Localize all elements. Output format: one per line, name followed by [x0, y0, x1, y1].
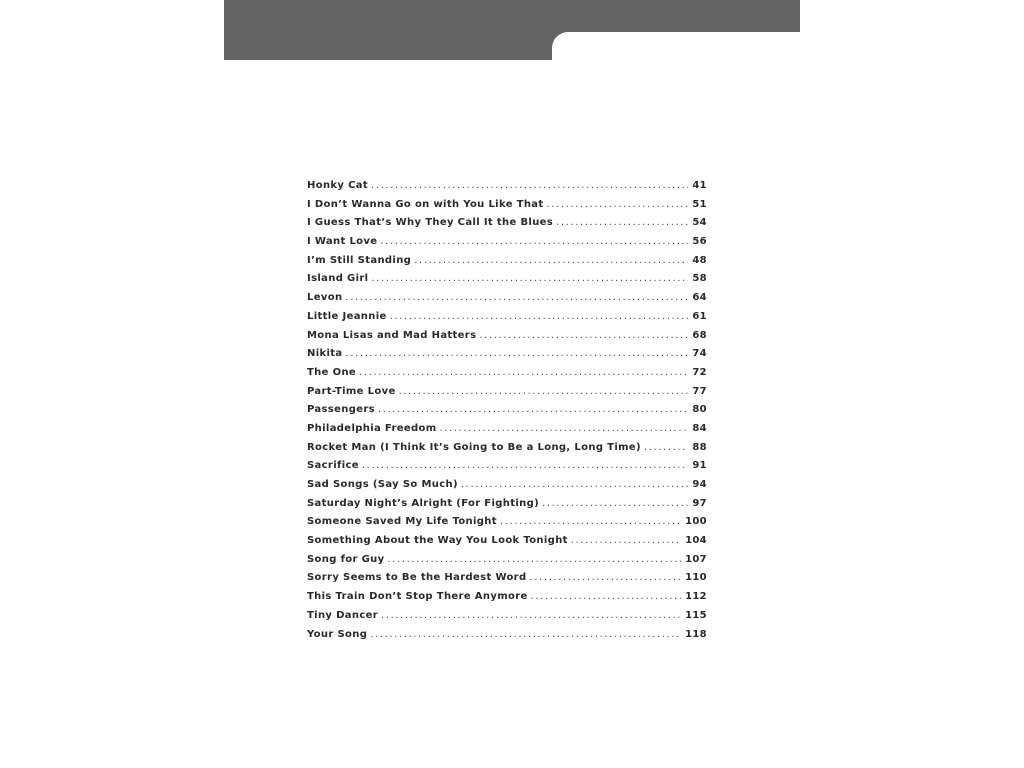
toc-entry-title: Mona Lisas and Mad Hatters: [307, 329, 477, 341]
toc-entry: [307, 423, 707, 442]
toc-entry-page: 54: [692, 217, 707, 229]
dot-leader: [388, 554, 682, 565]
toc-entry-title: Levon: [307, 292, 343, 304]
toc-entry: [307, 479, 707, 498]
toc-entry-page: 80: [692, 404, 707, 416]
toc-entry-page: 104: [685, 535, 707, 547]
document-page: [224, 0, 800, 768]
toc-entry-title: This Train Don’t Stop There Anymore: [307, 591, 528, 603]
toc-entry-title: Sorry Seems to Be the Hardest Word: [307, 572, 527, 584]
dot-leader: [500, 516, 681, 527]
toc-entry-title: Honky Cat: [307, 180, 369, 191]
toc-entry-title: Sacrifice: [307, 460, 359, 472]
toc-entry-title: Someone Saved My Life Tonight: [307, 516, 497, 528]
toc-entry-page: 118: [685, 628, 707, 640]
toc-entry-page: 94: [692, 479, 707, 490]
toc-entry: [307, 404, 707, 423]
toc-entry: [307, 348, 707, 367]
toc-entry: [307, 199, 707, 218]
toc-entry-page: 107: [685, 553, 707, 565]
dot-leader: [399, 386, 689, 397]
header-tab-notch: [552, 32, 800, 60]
toc-entry-page: 51: [692, 198, 707, 210]
dot-leader: [542, 498, 688, 509]
dot-leader: [380, 236, 688, 247]
toc-entry: [307, 255, 707, 274]
toc-entry-title: Song for Guy: [307, 553, 385, 565]
dot-leader: [371, 273, 688, 284]
toc-entry-title: Sad Songs (Say So Much): [307, 479, 458, 490]
toc-entry: [307, 217, 707, 236]
toc-entry: [307, 498, 707, 517]
toc-entry: [307, 460, 707, 479]
dot-leader: [479, 330, 688, 341]
toc-entry-page: 68: [692, 329, 707, 341]
dot-leader: [359, 367, 688, 378]
toc-entry-title: I Want Love: [307, 236, 378, 248]
dot-leader: [531, 591, 681, 602]
dot-leader: [346, 348, 689, 359]
toc-entry-page: 97: [692, 497, 707, 509]
toc-entry-page: 110: [685, 572, 707, 584]
toc-entry-title: Tiny Dancer: [307, 609, 379, 621]
toc-entry-title: I Don’t Wanna Go on with You Like That: [307, 198, 544, 210]
toc-entry: [307, 572, 707, 591]
toc-entry-page: 100: [685, 516, 707, 528]
dot-leader: [362, 460, 688, 471]
toc-entry-page: 64: [692, 292, 707, 304]
dot-leader: [378, 404, 688, 415]
toc-entry-page: 72: [692, 366, 707, 378]
dot-leader: [440, 423, 689, 434]
toc-entry: [307, 236, 707, 255]
toc-entry-page: 58: [692, 273, 707, 285]
dot-leader: [571, 535, 681, 546]
dot-leader: [461, 479, 688, 490]
toc-entry-page: 77: [692, 385, 707, 397]
toc-entry: [307, 516, 707, 535]
toc-entry-title: Philadelphia Freedom: [307, 422, 437, 434]
toc-entry: [307, 367, 707, 386]
dot-leader: [529, 572, 681, 583]
toc-entry-page: 84: [692, 422, 707, 434]
dot-leader: [547, 199, 689, 210]
toc-entry: [307, 610, 707, 629]
dot-leader: [381, 610, 681, 621]
toc-entry: [307, 311, 707, 330]
toc-entry: [307, 180, 707, 199]
toc-entry-title: Passengers: [307, 404, 375, 416]
toc-entry: [307, 554, 707, 573]
toc-entry: [307, 330, 707, 349]
dot-leader: [390, 311, 689, 322]
toc-entry-title: Nikita: [307, 348, 343, 360]
toc-entry-title: Little Jeannie: [307, 310, 387, 322]
toc-entry-page: 56: [692, 236, 707, 248]
dot-leader: [371, 180, 688, 191]
toc-entry: [307, 273, 707, 292]
toc-entry-page: 112: [685, 591, 707, 603]
toc-entry-title: Something About the Way You Look Tonight: [307, 535, 568, 547]
dot-leader: [345, 292, 688, 303]
toc-entry-page: 115: [685, 609, 707, 621]
toc-entry-title: I’m Still Standing: [307, 254, 412, 266]
toc-entry-page: 41: [692, 180, 707, 191]
toc-entry-title: I Guess That’s Why They Call It the Blues: [307, 217, 554, 229]
toc-entry-title: Your Song: [307, 628, 368, 640]
dot-leader: [370, 629, 681, 640]
toc-entry: [307, 442, 707, 461]
toc-entry-title: The One: [307, 366, 357, 378]
toc-entry: [307, 292, 707, 311]
toc-entry: [307, 591, 707, 610]
toc-entry-page: 48: [692, 254, 707, 266]
toc-entry-title: Rocket Man (I Think It’s Going to Be a Long, Long Time): [307, 441, 641, 453]
toc-entry: [307, 386, 707, 405]
toc-entry-page: 74: [692, 348, 707, 360]
table-of-contents: [307, 180, 707, 647]
dot-leader: [556, 217, 688, 228]
toc-entry-page: 91: [692, 460, 707, 472]
toc-entry-title: Saturday Night’s Alright (For Fighting): [307, 497, 540, 509]
toc-entry-page: 61: [692, 310, 707, 322]
dot-leader: [414, 255, 688, 266]
toc-entry-page: 88: [692, 441, 707, 453]
toc-entry: [307, 535, 707, 554]
toc-entry-title: Island Girl: [307, 273, 369, 285]
toc-entry: [307, 629, 707, 648]
toc-entry-title: Part-Time Love: [307, 385, 396, 397]
dot-leader: [644, 442, 688, 453]
